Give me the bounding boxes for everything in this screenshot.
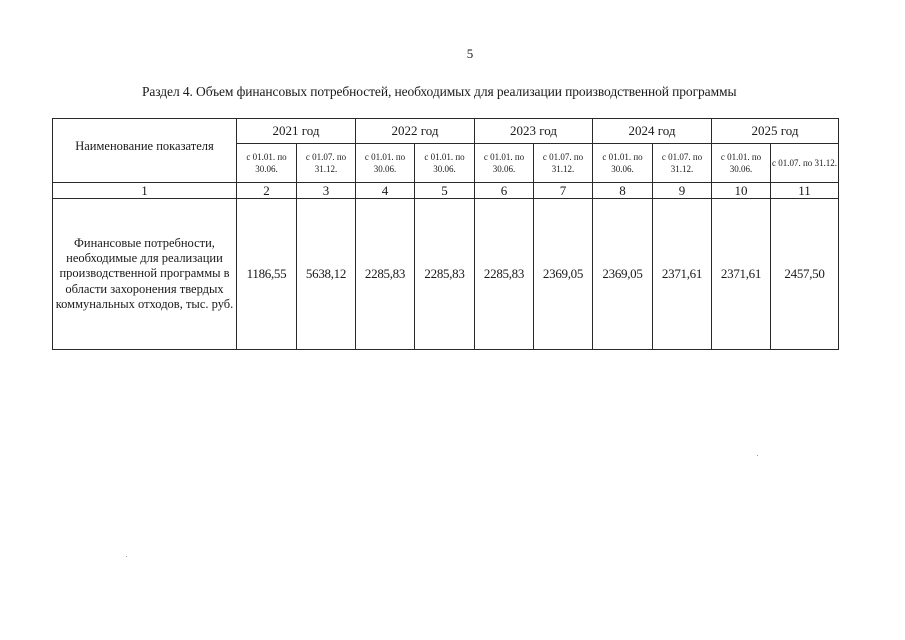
table-row — [53, 199, 839, 350]
period-header: с 01.07. по 31.12. — [653, 144, 712, 183]
column-number: 10 — [712, 183, 771, 199]
year-header-2022: 2022 год — [356, 119, 475, 144]
period-header: с 01.07. по 31.12. — [534, 144, 593, 183]
period-header: с 01.01. по 30.06. — [712, 144, 771, 183]
column-number: 3 — [297, 183, 356, 199]
value-cell: 5638,12 — [297, 199, 356, 350]
column-number: 2 — [237, 183, 297, 199]
column-number: 11 — [771, 183, 839, 199]
column-number: 7 — [534, 183, 593, 199]
column-number-row — [53, 183, 839, 199]
scan-speck — [757, 455, 758, 456]
period-header: с 01.01. по 30.06. — [415, 144, 475, 183]
value-cell: 2285,83 — [475, 199, 534, 350]
indicator-name-header: Наименование показателя — [53, 119, 237, 183]
year-header-2024: 2024 год — [593, 119, 712, 144]
value-cell: 2371,61 — [712, 199, 771, 350]
year-header-2021: 2021 год — [237, 119, 356, 144]
value-cell: 2285,83 — [356, 199, 415, 350]
column-number: 1 — [53, 183, 237, 199]
value-cell: 1186,55 — [237, 199, 297, 350]
value-cell: 2457,50 — [771, 199, 839, 350]
value-cell: 2285,83 — [415, 199, 475, 350]
indicator-name-cell: Финансовые потребности, необходимые для реализации производственной программы в области захоронения твердых коммунальных отходов, тыс. руб. — [53, 199, 237, 350]
column-number: 6 — [475, 183, 534, 199]
period-header: с 01.01. по 30.06. — [593, 144, 653, 183]
year-header-2025: 2025 год — [712, 119, 839, 144]
column-number: 4 — [356, 183, 415, 199]
section-title: Раздел 4. Объем финансовых потребностей, необходимых для реализации производственной программы — [142, 84, 737, 99]
period-header: с 01.07. по 31.12. — [771, 144, 839, 183]
financial-needs-table — [52, 118, 839, 350]
column-number: 8 — [593, 183, 653, 199]
year-header-2023: 2023 год — [475, 119, 593, 144]
period-header: с 01.01. по 30.06. — [356, 144, 415, 183]
period-header: с 01.01. по 30.06. — [237, 144, 297, 183]
period-header: с 01.01. по 30.06. — [475, 144, 534, 183]
value-cell: 2369,05 — [534, 199, 593, 350]
value-cell: 2369,05 — [593, 199, 653, 350]
value-cell: 2371,61 — [653, 199, 712, 350]
column-number: 9 — [653, 183, 712, 199]
scan-speck — [126, 556, 127, 557]
period-header: с 01.07. по 31.12. — [297, 144, 356, 183]
year-header-row — [53, 119, 839, 144]
column-number: 5 — [415, 183, 475, 199]
page-number: 5 — [466, 46, 474, 61]
